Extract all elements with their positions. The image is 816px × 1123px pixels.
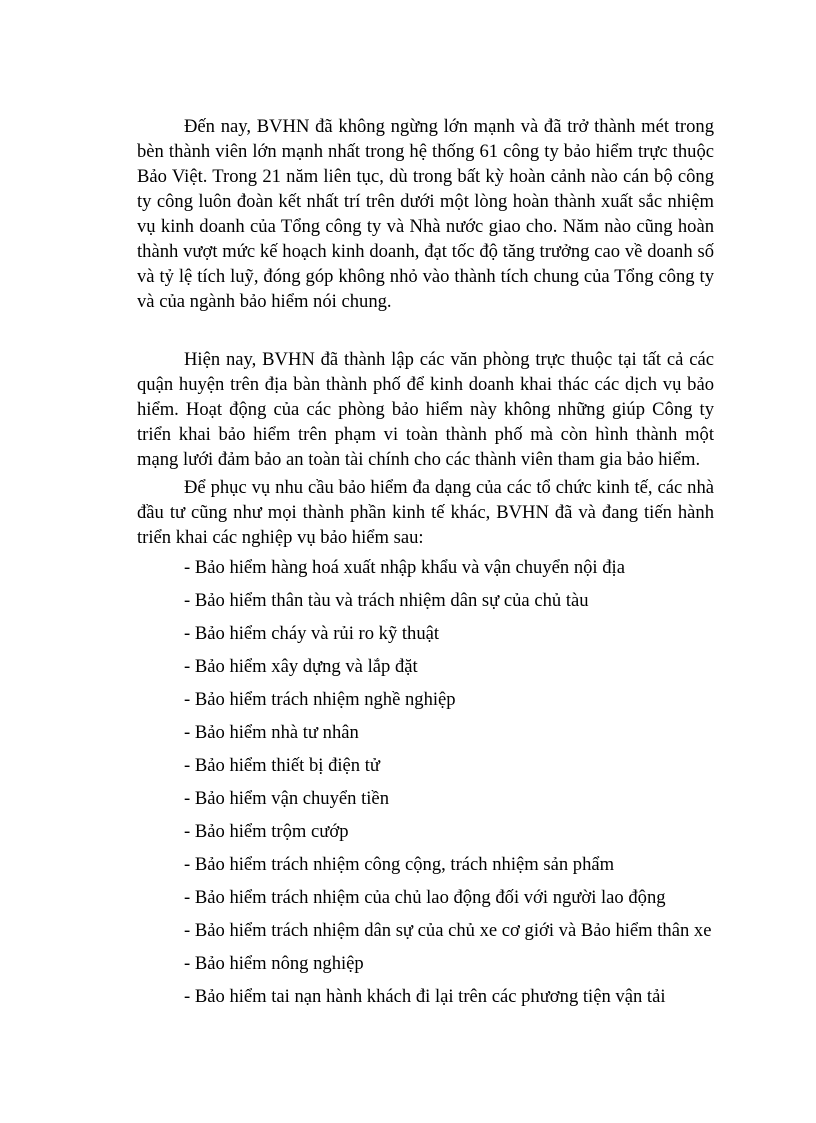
list-item: - Bảo hiểm trách nhiệm của chủ lao động đối với người lao động bbox=[184, 887, 666, 908]
insurance-services-list bbox=[184, 555, 744, 1017]
list-item: - Bảo hiểm xây dựng và lắp đặt bbox=[184, 656, 418, 677]
list-item: - Bảo hiểm thân tàu và trách nhiệm dân sự của chủ tàu bbox=[184, 590, 589, 611]
list-item: - Bảo hiểm trách nhiệm dân sự của chủ xe cơ giới và Bảo hiểm thân xe bbox=[184, 920, 712, 941]
list-item: - Bảo hiểm trộm cướp bbox=[184, 821, 349, 842]
list-item: - Bảo hiểm vận chuyển tiền bbox=[184, 788, 389, 809]
list-item: - Bảo hiểm thiết bị điện tử bbox=[184, 755, 380, 776]
paragraph-services-intro: Để phục vụ nhu cầu bảo hiểm đa dạng của các tổ chức kinh tế, các nhà đầu tư cũng như mọi thành phần kinh tế khác, BVHN đã và đang tiến hành triển khai các nghiệp vụ bảo hiểm sau: bbox=[137, 477, 714, 548]
paragraph-company-growth: Đến nay, BVHN đã không ngừng lớn mạnh và đã trở thành mét trong bèn thành viên lớn mạnh nhất trong hệ thống 61 công ty bảo hiểm trực thuộc Bảo Việt. Trong 21 năm liên tục, dù trong bất kỳ hoàn cảnh nào cán bộ công ty công luôn đoàn kết nhất trí trên dưới một lòng hoàn thành xuất sắc nhiệm vụ kinh doanh của Tổng công ty và Nhà nước giao cho. Năm nào cũng hoàn thành vượt mức kế hoạch kinh doanh, đạt tốc độ tăng trưởng cao về doanh số và tỷ lệ tích luỹ, đóng góp không nhỏ vào thành tích chung của Tổng công ty và của ngành bảo hiểm nói chung. bbox=[137, 116, 714, 312]
list-item: - Bảo hiểm tai nạn hành khách đi lại trên các phương tiện vận tải bbox=[184, 986, 666, 1007]
list-item: - Bảo hiểm cháy và rủi ro kỹ thuật bbox=[184, 623, 440, 644]
paragraph-branch-offices: Hiện nay, BVHN đã thành lập các văn phòng trực thuộc tại tất cả các quận huyện trên địa bàn thành phố để kinh doanh khai thác các dịch vụ bảo hiểm. Hoạt động của các phòng bảo hiểm này không những giúp Công ty triển khai bảo hiểm trên phạm vi toàn thành phố mà còn hình thành một mạng lưới đảm bảo an toàn tài chính cho các thành viên tham gia bảo hiểm. bbox=[137, 349, 714, 470]
list-item: - Bảo hiểm hàng hoá xuất nhập khẩu và vận chuyển nội địa bbox=[184, 557, 625, 578]
list-item: - Bảo hiểm trách nhiệm nghề nghiệp bbox=[184, 689, 456, 710]
list-item: - Bảo hiểm nhà tư nhân bbox=[184, 722, 359, 743]
list-item: - Bảo hiểm nông nghiệp bbox=[184, 953, 364, 974]
list-item: - Bảo hiểm trách nhiệm công cộng, trách nhiệm sản phẩm bbox=[184, 854, 615, 875]
